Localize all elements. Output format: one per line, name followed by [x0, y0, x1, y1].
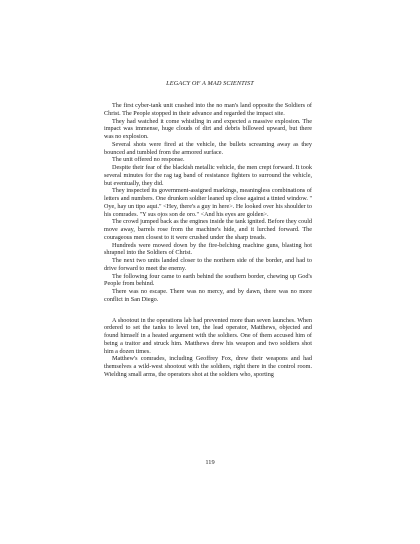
paragraph: Several shots were fired at the vehicle, the bullets screaming away as they bounced and tumbled from the armored surface.	[104, 140, 312, 156]
paragraph: Matthew's comrades, including Geoffrey Fox, drew their weapons and had themselves a wild-west shootout with the soldiers, right there in the control room. Wielding small arms, the operators shot at the soldiers who, sporting	[104, 355, 312, 378]
paragraph: Hundreds were mowed down by the fire-belching machine guns, blasting hot shrapnel into the Soldiers of Christ.	[104, 241, 312, 257]
paragraph: The first cyber-tank unit crashed into the no man's land opposite the Soldiers of Christ. The People stopped in their advance and regarded the impact site.	[104, 102, 312, 117]
paragraph: The unit offered no response.	[112, 156, 185, 164]
paragraph: The next two units landed closer to the northern side of the border, and had to drive forward to meet the enemy.	[104, 257, 312, 272]
page-number: 119	[205, 459, 215, 466]
paragraph: A shootout in the operations lab had prevented more than seven launches. When ordered to set the tanks to level ten, the lead operator, Matthews, objected and found himself in a heated argument with the soldiers. One of them accused him of being a traitor and struck him. Matthews drew his weapon and two soldiers shot him a dozen times.	[104, 316, 312, 355]
body-text	[104, 102, 312, 379]
paragraph: They inspected its government-assigned markings, meaningless combinations of letters and numbers. One drunken soldier leaned up close against a tinted window. " Oye, hay un tipo aqui." <Hey, there's a guy in here>. He looked over his shoulder to his comrades. "Y sus ojos son de oro." <And his eyes are golden>.	[104, 187, 312, 218]
paragraph: There was no escape. There was no mercy, and by dawn, there was no more conflict in San Diego.	[104, 288, 312, 303]
paragraph: They had watched it come whistling in and expected a massive explosion. The impact was immense, huge clouds of dirt and debris billowed upward, but there was no explosion.	[104, 117, 312, 140]
paragraph: The crowd jumped back as the engines inside the tank ignited. Before they could move away, barrels rose from the machine's hide, and it lurched forward. The courageous men closest to it were crushed under the sharp treads.	[104, 218, 313, 241]
paragraph: The following four came to earth behind the southern border, chewing up God's People from behind.	[104, 272, 312, 288]
section-break	[104, 304, 312, 317]
running-head: LEGACY OF A MAD SCIENTIST	[166, 80, 254, 87]
paragraph: Despite their fear of the blackish metallic vehicle, the men crept forward. It took several minutes for the rag tag band of resistance fighters to surround the vehicle, but eventually, they did.	[104, 164, 312, 187]
